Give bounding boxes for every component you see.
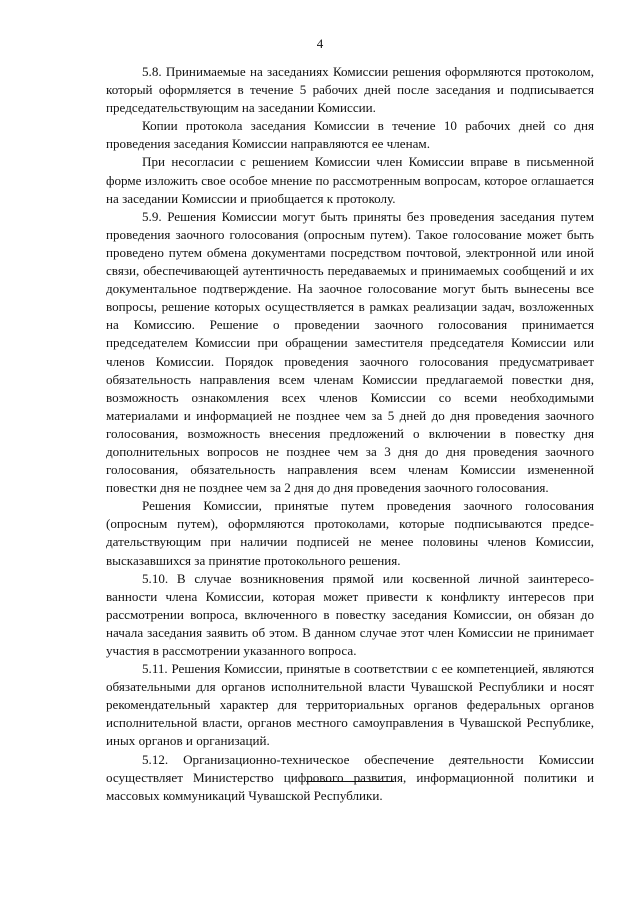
paragraph-dissent-opinion: При несогласии с решением Комиссии член Комиссии вправе в письменной форме изложить свое особое мнение по рассмотренным вопросам, которое оглашается на заседании Комиссии и приобщается к протоколу. xyxy=(106,154,594,206)
closing-separator-line xyxy=(306,781,394,782)
paragraph-5-8: 5.8. Принимаемые на заседаниях Комиссии решения оформляются протоколом, который оформляется в течение 5 рабочих дней после заседания и подписывается председательствующим на заседании Комиссии. xyxy=(106,64,594,116)
paragraph-5-11: 5.11. Решения Комиссии, принятые в соответствии с ее компетенцией, являются обязательными для органов исполнительной власти Чувашской Республики и носят рекомендательный характер для территориальных органов федеральных органов исполнительной власти, органов местного самоуправления в Чувашской Республике, иных органов и организаций. xyxy=(106,661,594,749)
page-number: 4 xyxy=(316,36,324,51)
paragraph-5-10: 5.10. В случае возникновения прямой или косвенной личной заинтересованности члена Комиссии, которая может привести к конфликту интересов при рассмотрении вопроса, включенного в повестку заседания Комиссии, он обязан до начала заседания заявить об этом. В данном случае этот член Комиссии не принимает участия в рассмотрении указанного вопроса. xyxy=(106,570,594,658)
paragraph-5-12: 5.12. Организационно-техническое обеспечение деятельности Комиссии осуществляет Министерство цифрового развития, информационной политики и массовых коммуникаций Чувашской Республики. xyxy=(106,751,594,803)
paragraph-5-9: 5.9. Решения Комиссии могут быть приняты без проведения заседания путем проведения заочного голосования (опросным путем). Такое голосование может быть проведено путем обмена документами посредством почтовой, электронной или иной связи, обеспечивающей аутентичность передаваемых и принимаемых сообщений и их документальное подтверждение. На заочное голосование могут быть вынесены все вопросы, решение которых осуществляется в рамках реализации задач, возложенных на Комиссию. Решение о проведении заочного голосования принимается председателем Комиссии при обращении заместителя председателя Комиссии или членов Комиссии. Порядок проведения заочного голосования предусматривает обязательность направления всем членам Комиссии предлагаемой повестки дня, возможность ознакомления всех членов Комиссии со всеми необходимыми материалами и информацией не позднее чем за 5 дней до дня проведения заочного голосования, возможность внесения предложений о включении в повестку дня дополнительных вопросов не позднее чем за 3 дня до дня проведения заочного голосования, обязательность направления всем членам Комиссии измененной повестки дня не позднее чем за 2 дня до дня проведения заочного голосования. xyxy=(106,208,594,496)
paragraph-absentee-vote-protocol: Решения Комиссии, принятые путем проведения заочного голосования (опросным путем), оформляются протоколами, которые подписываются председательствующим при наличии подписей не менее половины членов Комиссии, высказавшихся за принятие протокольного решения. xyxy=(106,498,594,568)
paragraph-protocol-copies: Копии протокола заседания Комиссии в течение 10 рабочих дней со дня проведения заседания Комиссии направляются ее членам. xyxy=(106,118,594,152)
document-body xyxy=(106,63,594,805)
